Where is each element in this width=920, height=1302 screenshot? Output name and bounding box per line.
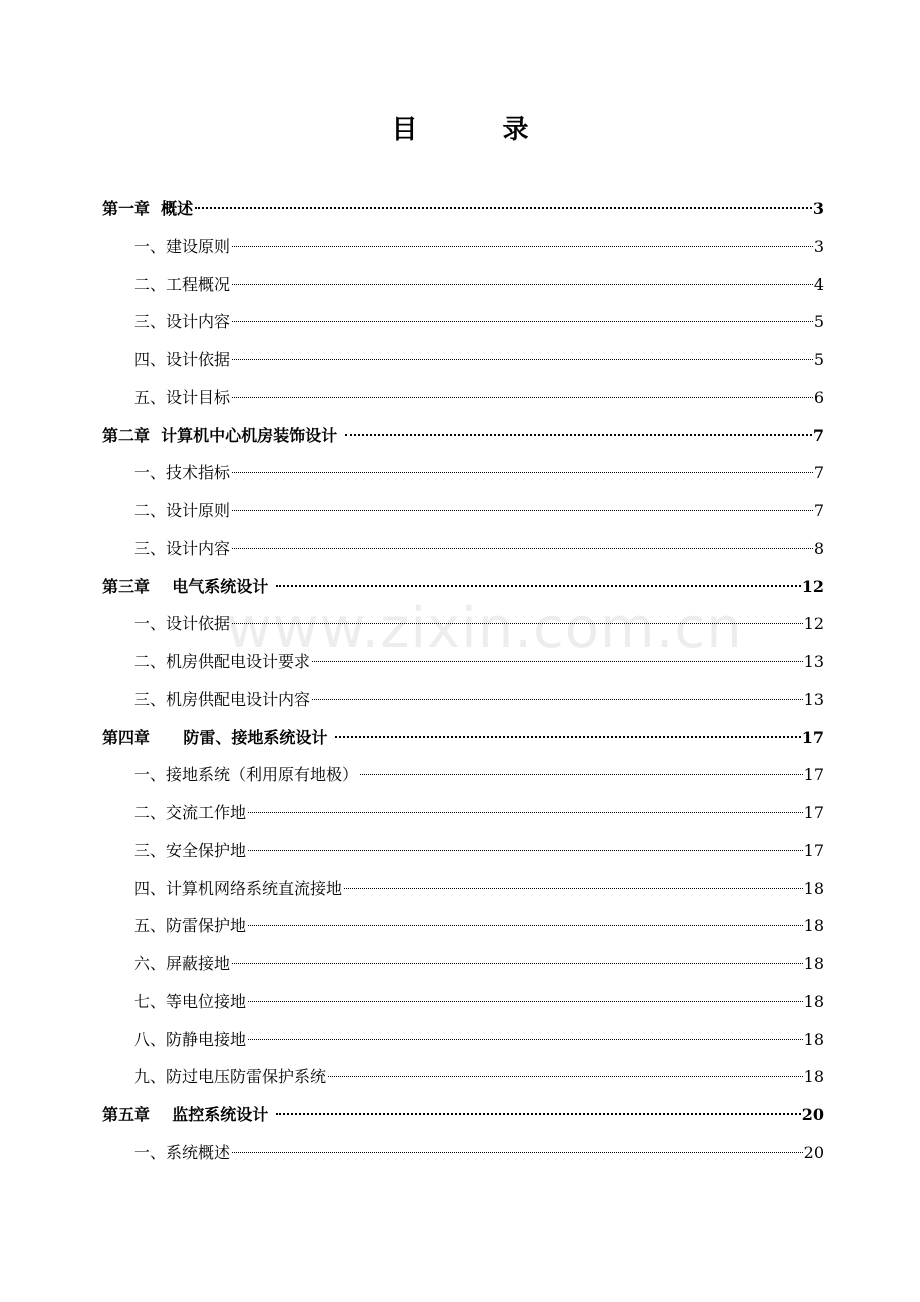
toc-dot-leader	[232, 397, 813, 398]
toc-section-entry[interactable]	[102, 1058, 824, 1096]
toc-dot-leader	[232, 472, 813, 473]
toc-dot-leader	[248, 925, 803, 926]
toc-section-entry[interactable]	[102, 605, 824, 643]
toc-dot-leader	[335, 736, 801, 738]
toc-page-number: 13	[803, 689, 824, 709]
toc-page-number: 18	[803, 991, 824, 1011]
toc-dot-leader	[232, 1152, 803, 1153]
toc-entry-label: 一、系统概述	[134, 1142, 231, 1162]
toc-entry-label: 三、机房供配电设计内容	[134, 689, 311, 709]
toc-entry-label: 五、设计目标	[134, 387, 231, 407]
toc-section-entry[interactable]	[102, 379, 824, 417]
toc-dot-leader	[195, 207, 812, 209]
toc-dot-leader	[248, 812, 803, 813]
toc-entry-label: 二、设计原则	[134, 501, 231, 520]
toc-dot-leader	[345, 434, 812, 436]
toc-dot-leader	[232, 623, 803, 624]
toc-dot-leader	[248, 1001, 803, 1002]
toc-page-number: 17	[803, 803, 824, 822]
toc-entry-label: 三、设计内容	[134, 312, 231, 332]
toc-section-entry[interactable]	[102, 643, 824, 681]
toc-page-number: 6	[813, 387, 824, 407]
toc-page-number: 7	[812, 425, 824, 445]
toc-section-entry[interactable]	[102, 341, 824, 379]
toc-page-number: 13	[803, 652, 824, 671]
page-title: 目 录	[391, 115, 567, 145]
toc-dot-leader	[276, 585, 801, 587]
toc-dot-leader	[232, 359, 813, 360]
toc-page-number: 17	[803, 840, 824, 860]
toc-section-entry[interactable]	[102, 1134, 824, 1172]
toc-page-number: 7	[813, 501, 824, 520]
watermark: www.zixin.com.cn	[226, 596, 743, 661]
toc-page-number: 5	[813, 312, 824, 332]
toc-chapter-entry[interactable]	[102, 1096, 824, 1134]
toc-section-entry[interactable]	[102, 832, 824, 870]
toc-section-entry[interactable]	[102, 983, 824, 1021]
toc-dot-leader	[276, 1113, 801, 1115]
toc-entry-label: 六、屏蔽接地	[134, 954, 231, 973]
toc-entry-label: 第四章 防雷、接地系统设计	[102, 727, 333, 747]
toc-entry-label: 三、安全保护地	[134, 840, 247, 860]
toc-dot-leader	[248, 850, 803, 851]
toc-page-number: 5	[813, 350, 824, 369]
toc-dot-leader	[232, 510, 813, 511]
toc-dot-leader	[312, 699, 803, 700]
toc-section-entry[interactable]	[102, 794, 824, 832]
toc-dot-leader	[344, 888, 803, 889]
toc-section-entry[interactable]	[102, 303, 824, 341]
toc-page-number: 20	[803, 1142, 824, 1162]
toc-section-entry[interactable]	[102, 454, 824, 492]
toc-dot-leader	[328, 1076, 803, 1077]
toc-chapter-entry[interactable]	[102, 417, 824, 455]
toc-entry-label: 八、防静电接地	[134, 1029, 247, 1049]
toc-entry-label: 第一章 概述	[102, 199, 194, 218]
toc-page-number: 4	[813, 274, 824, 294]
toc-page-number: 18	[803, 954, 824, 973]
toc-page-number: 20	[801, 1105, 824, 1124]
toc-page-number: 18	[803, 1067, 824, 1087]
toc-page-number: 18	[803, 916, 824, 936]
toc-entry-label: 九、防过电压防雷保护系统	[134, 1067, 327, 1087]
toc-entry-label: 一、技术指标	[134, 463, 231, 483]
toc-dot-leader	[232, 963, 803, 964]
toc-section-entry[interactable]	[102, 228, 824, 266]
toc-section-entry[interactable]	[102, 756, 824, 794]
toc-entry-label: 四、设计依据	[134, 350, 231, 369]
toc-page-number: 12	[801, 576, 824, 596]
toc-page-number: 3	[813, 236, 824, 256]
toc-chapter-entry[interactable]	[102, 568, 824, 606]
toc-page-number: 3	[812, 199, 824, 218]
toc-entry-label: 七、等电位接地	[134, 991, 247, 1011]
toc-page-number: 18	[803, 878, 824, 898]
toc-section-entry[interactable]	[102, 530, 824, 568]
toc-section-entry[interactable]	[102, 1021, 824, 1059]
toc-page-number: 17	[803, 765, 824, 785]
toc-section-entry[interactable]	[102, 492, 824, 530]
toc-chapter-entry[interactable]	[102, 190, 824, 228]
toc-entry-label: 五、防雷保护地	[134, 916, 247, 936]
toc-entry-label: 四、计算机网络系统直流接地	[134, 878, 343, 898]
toc-page-number: 17	[801, 727, 824, 747]
toc-page-number: 7	[813, 463, 824, 483]
toc-entry-label: 二、机房供配电设计要求	[134, 652, 311, 671]
toc-section-entry[interactable]	[102, 681, 824, 719]
toc-entry-label: 二、工程概况	[134, 274, 231, 294]
toc-dot-leader	[312, 661, 803, 662]
toc-entry-label: 二、交流工作地	[134, 803, 247, 822]
toc-dot-leader	[360, 774, 803, 775]
toc-dot-leader	[232, 284, 813, 285]
toc-entry-label: 一、设计依据	[134, 614, 231, 634]
toc-dot-leader	[232, 321, 813, 322]
toc-entry-label: 第二章 计算机中心机房装饰设计	[102, 425, 343, 445]
toc-section-entry[interactable]	[102, 266, 824, 304]
toc-entry-label: 第三章 电气系统设计	[102, 576, 274, 596]
toc-section-entry[interactable]	[102, 907, 824, 945]
toc-dot-leader	[232, 246, 813, 247]
toc-entry-label: 第五章 监控系统设计	[102, 1105, 274, 1124]
toc-page-number: 8	[813, 538, 824, 558]
toc-entry-label: 三、设计内容	[134, 538, 231, 558]
toc-section-entry[interactable]	[102, 870, 824, 908]
toc-entry-label: 一、建设原则	[134, 236, 231, 256]
toc-page-number: 12	[803, 614, 824, 634]
toc-entry-label: 一、接地系统（利用原有地极）	[134, 765, 359, 785]
toc-page-number: 18	[803, 1029, 824, 1049]
toc-section-entry[interactable]	[102, 945, 824, 983]
toc-dot-leader	[248, 1039, 803, 1040]
toc-chapter-entry[interactable]	[102, 719, 824, 757]
toc-dot-leader	[232, 548, 813, 549]
table-of-contents	[102, 190, 824, 1172]
